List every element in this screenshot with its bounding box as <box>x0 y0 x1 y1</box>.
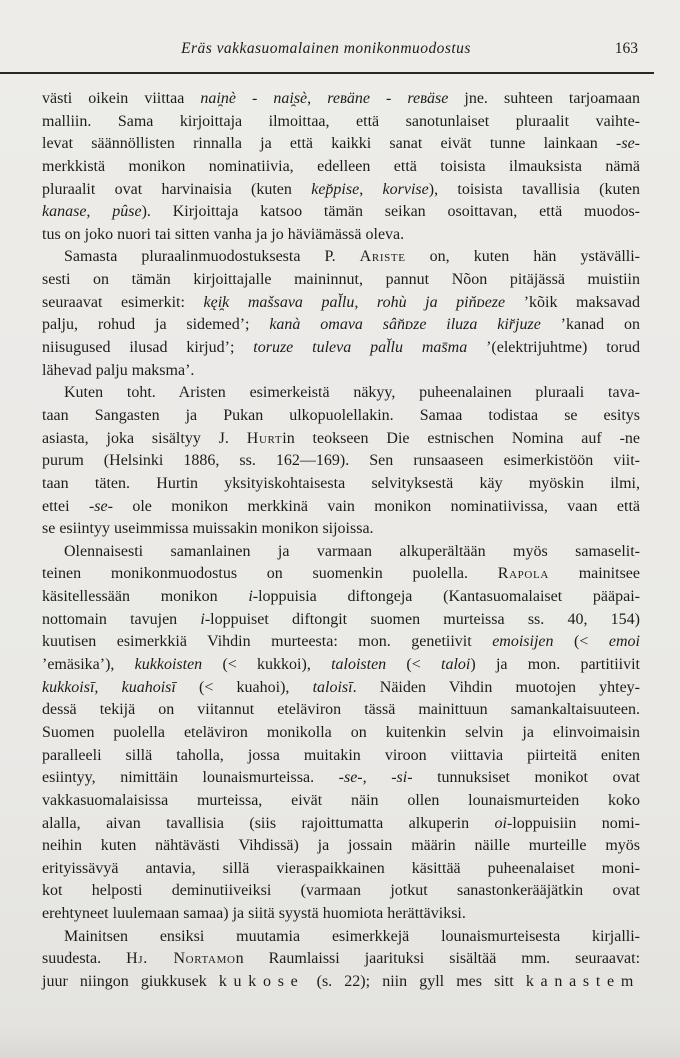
text-run: in teokseen Die estnischen Nomina auf -ne <box>282 429 641 447</box>
text-line <box>42 450 640 473</box>
text-run: Mainitsen ensiksi muutamia esimerkkejä lounaismurteisesta kirjalli- <box>64 927 640 945</box>
text-run: merkkistä monikon nominatiivia, edelleen että toisista ilmauksista nämä <box>42 157 640 175</box>
text-run: erehtyneet luulemaan samaa) ja siitä syystä huomiota herättäviksi. <box>42 905 466 923</box>
text-line <box>42 903 640 926</box>
text-line <box>42 654 640 677</box>
text-run: esiintyy, nimittäin lounaismurteissa. <box>42 769 339 787</box>
text-run: sesti on tämän kirjoittajalle maininnut, pannut Nõon pitäjässä muistiin <box>42 271 640 289</box>
text-line <box>42 745 640 768</box>
text-run: juur niingon giukkusek <box>42 972 219 990</box>
text-run: (< kuahoi), <box>175 678 313 696</box>
text-run: jne. suhteen tarjoamaan <box>448 90 640 107</box>
text-run: se esiintyy useimmissa muissakin monikon sijoissa. <box>42 520 374 538</box>
text-run: . Näiden Vihdin muotojen yhtey- <box>352 678 640 696</box>
text-run: neihin kuten nähtävästi Vihdissä) ja jossain määrin näille murteille myös <box>42 837 640 855</box>
text-run: Kuten toht. Aristen esimerkeistä näkyy, puheenalainen pluraali tava- <box>64 384 640 402</box>
text-run: västi oikein viittaa <box>42 90 201 107</box>
text-line <box>42 948 640 971</box>
text-run: taan Sangasten ja Pukan ulkopuolellakin. Samaa todistaa se esitys <box>42 406 640 424</box>
text-line <box>42 156 640 179</box>
text-run: malliin. Sama kirjoittaja ilmoittaa, että sanotunlaiset pluraalit vaihte- <box>42 112 640 130</box>
text-run: seuraavat esimerkit: <box>42 293 204 311</box>
text-run: ole monikon merkkinä vain monikon nominatiivissa, vaan että <box>112 497 640 515</box>
text-line <box>42 880 640 903</box>
text-run: -loppuisia diftongeja (Kantasuomalaiset pääpai- <box>252 588 640 606</box>
text-run: asiasta, joka sisältyy J. <box>42 429 247 447</box>
text-line <box>42 224 640 247</box>
text-line <box>42 541 640 564</box>
text-run: ’emäsika’), <box>42 656 135 674</box>
text-run: -loppuisiin nomi- <box>507 814 640 832</box>
text-line <box>42 314 640 337</box>
page-number: 163 <box>614 40 638 57</box>
page-body <box>42 88 640 994</box>
text-line <box>42 201 640 224</box>
text-run: (s. 22); niin gyll mes sitt <box>304 972 526 990</box>
text-run: emoisijen <box>492 633 554 651</box>
text-line <box>42 382 640 405</box>
text-run: dessä tekijä on viitannut eteläviron tässä mainittuun samankaltaisuuteen. <box>42 701 640 719</box>
text-run: ’kõik maksavad <box>505 293 641 311</box>
text-run: n Raumlaissi jaarituksi sisältää mm. seuraavat: <box>235 950 641 968</box>
text-run: erityissävyä antavia, sillä vieraspaikkainen käsittää puheenalaiset moni- <box>42 859 640 877</box>
text-line <box>42 722 640 745</box>
text-run: Hurt <box>246 429 283 447</box>
text-run: purum (Helsinki 1886, ss. 162—169). Sen runsaaseen esimerkistöön viit- <box>42 452 640 470</box>
text-run: kuutisen esimerkkiä Vihdin murteesta: mon. genetiivit <box>42 633 493 651</box>
text-line <box>42 858 640 881</box>
text-run: , <box>359 180 383 198</box>
text-line <box>42 133 640 156</box>
text-run: taloisī <box>312 678 353 696</box>
text-line <box>42 473 640 496</box>
text-run: tus on joko nuori tai sitten vanha ja jo häviämässä oleva. <box>42 225 405 243</box>
text-run: Rapola <box>497 565 549 583</box>
text-run: -se- <box>88 497 113 515</box>
text-line <box>42 111 640 134</box>
text-line <box>42 586 640 609</box>
text-run: (< kukkoi), <box>202 656 332 674</box>
text-line <box>42 496 640 519</box>
text-run: i <box>200 610 205 628</box>
text-run: kot helposti deminutiiveiksi (varmaan jotkut sanastonkerääjätkin ovat <box>42 882 640 900</box>
text-run: kukose <box>218 972 305 990</box>
text-run: Samasta pluraalinmuodostuksesta P. <box>64 248 360 266</box>
text-run: (< <box>386 656 442 674</box>
text-run: reʙäne - reʙäse <box>327 90 449 107</box>
text-line <box>42 88 640 111</box>
text-run: nai̯nè - nai̯sè <box>200 90 308 107</box>
text-run: nottomain tavujen <box>42 610 201 628</box>
page-header <box>42 40 640 62</box>
text-run: -se-, -si- <box>338 769 413 787</box>
text-run: paralleeli sillä taholla, jossa muitakin viroon viittavia piirteitä eniten <box>42 746 640 764</box>
text-run: palju, rohud ja sidemed’; <box>42 316 270 334</box>
text-run: taloisten <box>331 656 387 674</box>
text-run: kanastem <box>525 972 641 990</box>
text-line <box>42 609 640 632</box>
text-line <box>42 405 640 428</box>
text-run: ’(elektrijuhtme) torud <box>467 339 641 357</box>
text-line <box>42 337 640 360</box>
text-line <box>42 518 640 541</box>
text-run: taan täten. Hurtin yksityiskohtaisesta selvityksestä käy myöskin ilmi, <box>42 474 640 492</box>
text-run: ), toisista tavallisia (kuten <box>428 180 640 198</box>
text-run: Hj. Nortamo <box>126 950 236 968</box>
text-line <box>42 563 640 586</box>
text-run: i <box>248 588 253 606</box>
text-run: kanase, pûse <box>42 203 142 221</box>
text-run: (< <box>553 633 609 651</box>
text-run: pluraalit ovat harvinaisia (kuten <box>42 180 312 198</box>
text-run: ). Kirjoittaja katsoo tämän seikan osoittavan, että muodos- <box>141 203 640 221</box>
text-run: Ariste <box>359 248 406 266</box>
text-run: ) ja mon. partitiivit <box>470 656 640 674</box>
text-line <box>42 926 640 949</box>
text-run: korvise <box>382 180 429 198</box>
text-run: kęi̯k mašsava pal̆lu, rohù ja piňᴅeze <box>203 293 506 311</box>
header-rule <box>0 72 654 74</box>
text-run: suudesta. <box>42 950 127 968</box>
text-run: , <box>307 90 328 107</box>
text-run: on, kuten hän ystävälli- <box>405 248 640 266</box>
text-run: mainitsee <box>548 565 640 583</box>
text-line <box>42 246 640 269</box>
text-run: ettei <box>42 497 89 515</box>
text-line <box>42 813 640 836</box>
text-line <box>42 360 640 383</box>
text-run: kanà omava sân̆ᴅze iluza kir̆juze <box>269 316 541 334</box>
text-run: -se- <box>616 135 640 153</box>
text-run: kukkoisten <box>134 656 203 674</box>
text-run: lähevad palju maksma’. <box>42 361 195 379</box>
text-line <box>42 677 640 700</box>
text-run: käsitellessään monikon <box>42 588 249 606</box>
text-run: tunnuksiset monikot ovat <box>412 769 641 787</box>
text-line <box>42 767 640 790</box>
text-run: alalla, aivan tavallisia (siis rajoittumatta alkuperin <box>42 814 495 832</box>
text-run: ’kanad on <box>540 316 641 334</box>
text-run: -loppuiset diftongit suomen murteissa ss. 40, 154) <box>204 610 640 628</box>
text-run: Olennaisesti samanlainen ja varmaan alkuperältään myös samaselit- <box>64 542 640 560</box>
text-line <box>42 292 640 315</box>
text-line <box>42 790 640 813</box>
text-run: kukkoisī, kuahoisī <box>42 678 176 696</box>
text-line <box>42 428 640 451</box>
text-run: vakkasuomalaisissa murteissa, eivät näin ollen lounaismurteiden koko <box>42 791 640 809</box>
text-run: Suomen puolella eteläviron monikolla on kuitenkin selvin ja elinvoimaisin <box>42 723 640 741</box>
text-run: niisugused ilusad kirjud’; <box>42 339 254 357</box>
text-run: toruze tuleva pal̆lu mas̄ma <box>253 339 468 357</box>
text-run: kep̆pise <box>311 180 360 198</box>
text-line <box>42 835 640 858</box>
text-line <box>42 971 640 994</box>
running-title: Eräs vakkasuomalainen monikonmuodostus <box>181 40 471 57</box>
text-run: oi <box>494 814 507 832</box>
text-line <box>42 179 640 202</box>
text-run: emoi <box>608 633 640 651</box>
text-run: teinen monikonmuodostus on suomenkin puolella. <box>42 565 498 583</box>
text-line <box>42 269 640 292</box>
text-run: levat säännöllisten rinnalla ja että kaikki sanat eivät tunne lainkaan <box>42 135 617 153</box>
text-run: taloi <box>441 656 471 674</box>
text-line <box>42 631 640 654</box>
text-line <box>42 699 640 722</box>
